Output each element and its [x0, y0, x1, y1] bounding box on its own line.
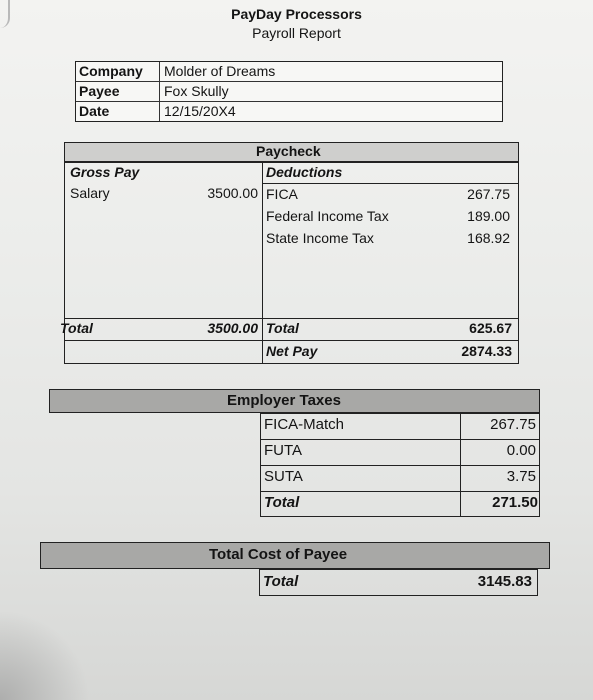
emp-line-3 — [260, 491, 540, 492]
employer-total-value: 271.50 — [492, 494, 538, 511]
deductions-total-label: Total — [266, 320, 299, 336]
net-pay-label: Net Pay — [266, 343, 318, 359]
total-cost-title: Total Cost of Payee — [209, 546, 348, 563]
deductions-underline — [262, 183, 519, 184]
deductions-label: Deductions — [266, 164, 343, 180]
total-cost-label: Total — [263, 573, 299, 590]
futa-value: 0.00 — [506, 442, 536, 459]
payee-value: Fox Skully — [164, 83, 229, 99]
net-pay-top-line — [64, 340, 519, 341]
totals-top-line — [64, 318, 519, 319]
futa-label: FUTA — [264, 442, 303, 459]
paycheck-title: Paycheck — [256, 143, 321, 159]
gross-total-value: 3500.00 — [207, 320, 258, 336]
info-row-date — [76, 101, 502, 121]
info-table — [75, 61, 503, 122]
payee-label: Payee — [76, 82, 160, 101]
company-title: PayDay Processors — [231, 6, 362, 22]
state-tax-label: State Income Tax — [266, 230, 374, 246]
paycheck-divider — [262, 162, 263, 364]
shadow-corner — [0, 610, 90, 700]
emp-line-1 — [260, 439, 540, 440]
salary-label: Salary — [70, 185, 110, 201]
paycheck-header-divider — [64, 162, 519, 163]
deductions-total-value: 625.67 — [469, 320, 512, 336]
company-value: Molder of Dreams — [164, 63, 276, 79]
salary-value: 3500.00 — [207, 185, 258, 201]
date-label: Date — [76, 102, 160, 121]
federal-tax-value: 189.00 — [467, 208, 510, 224]
fica-label: FICA — [266, 186, 298, 202]
date-value: 12/15/20X4 — [164, 103, 236, 119]
company-label: Company — [76, 62, 160, 81]
fica-match-label: FICA-Match — [264, 416, 345, 433]
state-tax-value: 168.92 — [467, 230, 510, 246]
suta-label: SUTA — [264, 468, 303, 485]
employer-total-label: Total — [264, 494, 300, 511]
info-row-payee — [76, 81, 502, 101]
suta-value: 3.75 — [506, 468, 536, 485]
fica-match-value: 267.75 — [490, 416, 536, 433]
employer-taxes-title: Employer Taxes — [227, 392, 341, 409]
gross-total-label: Total — [60, 320, 93, 336]
info-row-company — [76, 62, 502, 81]
report-title: Payroll Report — [252, 25, 341, 41]
federal-tax-label: Federal Income Tax — [266, 208, 389, 224]
gross-pay-label: Gross Pay — [70, 164, 140, 180]
emp-line-2 — [260, 465, 540, 466]
net-pay-value: 2874.33 — [461, 343, 512, 359]
fica-value: 267.75 — [467, 186, 510, 202]
total-cost-value: 3145.83 — [477, 573, 532, 590]
